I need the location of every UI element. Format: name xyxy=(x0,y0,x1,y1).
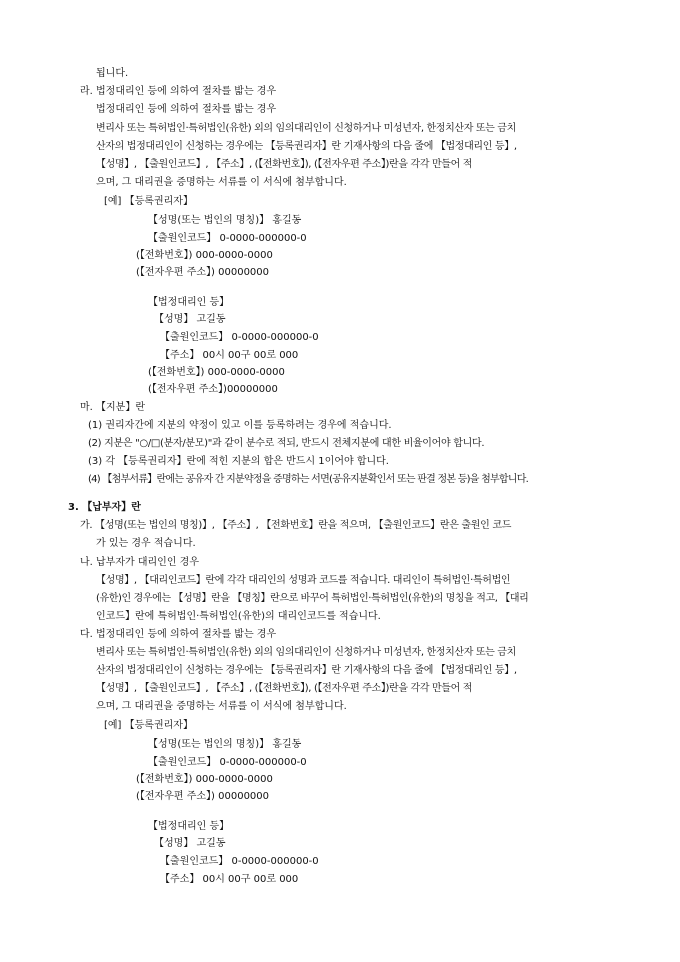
example-holder-line: 【성명(또는 법인의 명칭)】 홍길동 xyxy=(148,739,302,750)
example-holder-line: (【전화번호】) 000-0000-0000 xyxy=(136,774,273,785)
section-3-da-line: 변리사 또는 특허법인·특허법인(유한) 외의 임의대리인이 신청하거나 미성년자, 한정치산자 또는 금치 xyxy=(96,647,516,658)
item-ma-line: (3) 각 【등록권리자】란에 적힌 지분의 합은 반드시 1이어야 합니다. xyxy=(88,456,389,467)
example-agent-line: (【전화번호】) 000-0000-0000 xyxy=(148,367,285,378)
example-agent-line: 【성명】 고길동 xyxy=(154,314,226,325)
example-agent-line: 【성명】 고길동 xyxy=(154,838,226,849)
section-3-da-heading: 다. 법정대리인 등에 의하여 절차를 밟는 경우 xyxy=(80,629,277,640)
example-agent-line: 【출원인코드】 0-0000-000000-0 xyxy=(160,856,319,867)
example-holder-line: 【출원인코드】 0-0000-000000-0 xyxy=(148,757,307,768)
section-3-na-heading: 나. 납부자가 대리인인 경우 xyxy=(80,557,199,568)
section-3-na-line: 인코드】란에 특허법인·특허법인(유한)의 대리인코드를 적습니다. xyxy=(96,611,381,622)
item-ma-line: (4) 【첨부서류】란에는 공유자 간 지분약정을 증명하는 서면(공유지분확인서 또는 판결 정본 등)을 첨부합니다. xyxy=(88,474,529,485)
item-ra-subheading: 법정대리인 등에 의하여 절차를 밟는 경우 xyxy=(96,104,277,115)
item-ma-line: (1) 권리자간에 지분의 약정이 있고 이를 등록하려는 경우에 적습니다. xyxy=(88,420,392,431)
section-3-na-line: 【성명】, 【대리인코드】란에 각각 대리인의 성명과 코드를 적습니다. 대리인이 특허법인·특허법인 xyxy=(96,575,511,586)
agent-header: 【법정대리인 등】 xyxy=(148,297,230,308)
section-3-title: 3. 【납부자】란 xyxy=(68,502,141,513)
section-3-na-line: (유한)인 경우에는 【성명】란을 【명칭】란으로 바꾸어 특허법인·특허법인(유한)의 명칭을 적고, 【대리 xyxy=(96,593,529,604)
item-ma-heading: 마. 【지분】란 xyxy=(80,402,145,413)
item-ra-body-line: 으며, 그 대리권을 증명하는 서류를 이 서식에 첨부합니다. xyxy=(96,177,347,188)
example-holder-line: 【성명(또는 법인의 명칭)】 홍길동 xyxy=(148,215,302,226)
section-3-ga-line: 가. 【성명(또는 법인의 명칭)】, 【주소】, 【전화번호】란을 적으며, 【출원인코드】란은 출원인 코드 xyxy=(80,520,512,531)
section-3-da-line: 산자의 법정대리인이 신청하는 경우에는 【등록권리자】란 기재사항의 다음 줄에 【법정대리인 등】, xyxy=(96,665,517,676)
continued-text: 됩니다. xyxy=(96,68,129,79)
item-ra-body-line: 변리사 또는 특허법인·특허법인(유한) 외의 임의대리인이 신청하거나 미성년자, 한정치산자 또는 금치 xyxy=(96,123,516,134)
example-agent-line: 【주소】 00시 00구 00로 000 xyxy=(160,350,299,361)
item-ra-body-line: 【성명】, 【출원인코드】, 【주소】, (【전화번호】), (【전자우편 주소】)란을 각각 만들어 적 xyxy=(96,159,473,170)
section-3-da-line: 【성명】, 【출원인코드】, 【주소】, (【전화번호】), (【전자우편 주소】)란을 각각 만들어 적 xyxy=(96,683,473,694)
example-holder-line: (【전자우편 주소】) 00000000 xyxy=(136,791,270,802)
example-agent-line: 【주소】 00시 00구 00로 000 xyxy=(160,874,299,885)
example-agent-line: 【출원인코드】 0-0000-000000-0 xyxy=(160,332,319,343)
section-3-ga-line: 가 있는 경우 적습니다. xyxy=(96,538,196,549)
example-label: [예] 【등록권리자】 xyxy=(104,720,193,731)
item-ma-line: (2) 지분은 "○/□(분자/분모)"과 같이 분수로 적되, 반드시 전체지분에 대한 비율이어야 합니다. xyxy=(88,438,485,449)
example-holder-line: (【전화번호】) 000-0000-0000 xyxy=(136,250,273,261)
section-3-da-line: 으며, 그 대리권을 증명하는 서류를 이 서식에 첨부합니다. xyxy=(96,701,347,712)
item-ra-heading: 라. 법정대리인 등에 의하여 절차를 밟는 경우 xyxy=(80,86,277,97)
example-holder-line: (【전자우편 주소】) 00000000 xyxy=(136,267,270,278)
example-label: [예] 【등록권리자】 xyxy=(104,196,193,207)
example-agent-line: (【전자우편 주소】)00000000 xyxy=(148,384,278,395)
example-holder-line: 【출원인코드】 0-0000-000000-0 xyxy=(148,233,307,244)
item-ra-body-line: 산자의 법정대리인이 신청하는 경우에는 【등록권리자】란 기재사항의 다음 줄에 【법정대리인 등】, xyxy=(96,141,517,152)
agent-header: 【법정대리인 등】 xyxy=(148,821,230,832)
